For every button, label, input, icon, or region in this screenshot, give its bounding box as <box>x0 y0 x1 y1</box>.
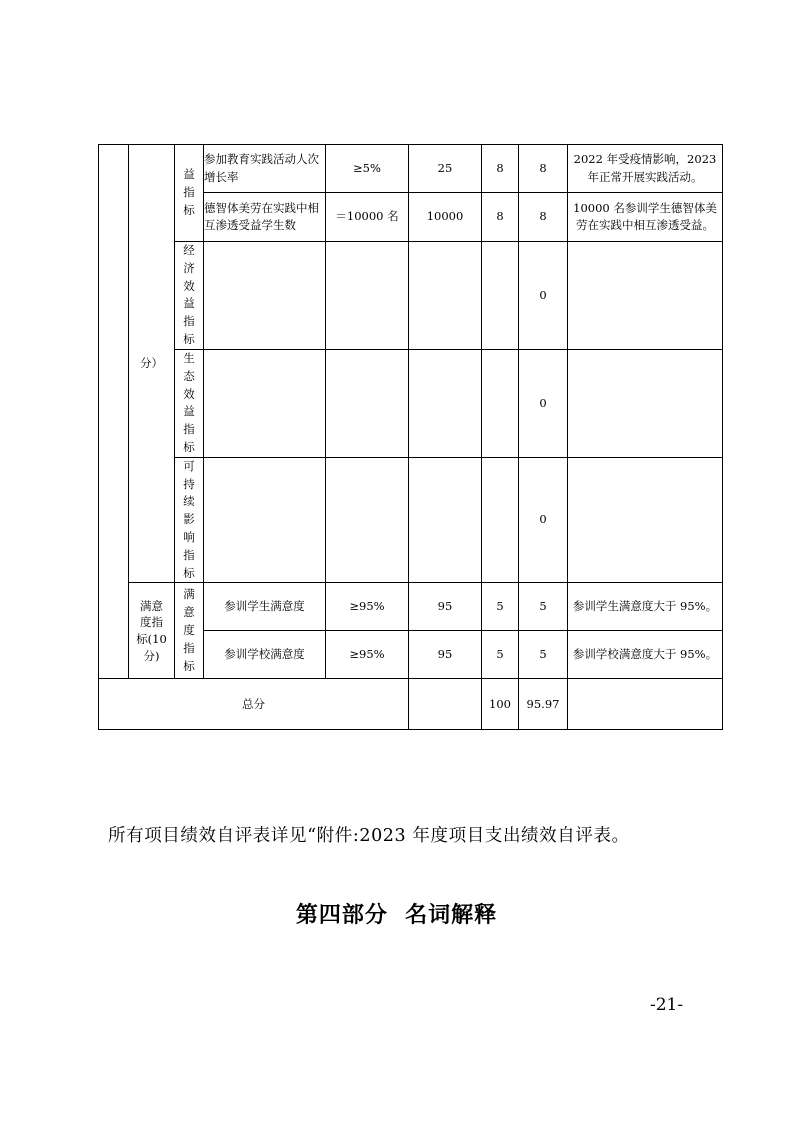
target-cell <box>326 349 409 457</box>
note-cell: 参训学生满意度大于 95%。 <box>568 583 723 631</box>
actual-cell <box>409 457 482 583</box>
total-actual-cell <box>409 679 482 730</box>
total-note-cell <box>568 679 723 730</box>
note-cell: 参训学校满意度大于 95%。 <box>568 631 723 679</box>
level2-category-cell: 满意 度指 标(10 分) <box>129 583 175 679</box>
attachment-reference: 所有项目绩效自评表详见“附件:2023 年度项目支出绩效自评表。 <box>108 826 630 846</box>
indicator-cell <box>204 349 326 457</box>
page-number: -21- <box>650 995 684 1015</box>
weight-cell: 5 <box>482 631 519 679</box>
target-cell: ≥5% <box>326 145 409 193</box>
level3-category-cell: 可 持 续 影 响 指 标 <box>175 457 204 583</box>
indicator-cell: 参训学校满意度 <box>204 631 326 679</box>
note-cell <box>568 242 723 350</box>
weight-cell <box>482 242 519 350</box>
level1-category-cell <box>99 145 129 679</box>
indicator-cell: 参训学生满意度 <box>204 583 326 631</box>
note-cell <box>568 457 723 583</box>
total-label: 总分 <box>99 679 409 730</box>
target-cell <box>326 457 409 583</box>
score-cell: 0 <box>519 457 568 583</box>
score-cell: 8 <box>519 145 568 193</box>
total-row <box>99 679 723 730</box>
actual-cell: 10000 <box>409 193 482 242</box>
total-score: 95.97 <box>519 679 568 730</box>
actual-cell <box>409 242 482 350</box>
level3-category-cell: 生 态 效 益 指 标 <box>175 349 204 457</box>
note-cell <box>568 349 723 457</box>
note-cell: 2022 年受疫情影响，2023年正常开展实践活动。 <box>568 145 723 193</box>
score-cell: 5 <box>519 583 568 631</box>
target-cell <box>326 242 409 350</box>
indicator-cell <box>204 457 326 583</box>
actual-cell: 25 <box>409 145 482 193</box>
level3-category-cell: 经 济 效 益 指 标 <box>175 242 204 350</box>
table-row <box>99 145 723 193</box>
actual-cell: 95 <box>409 583 482 631</box>
performance-table <box>98 144 723 730</box>
actual-cell <box>409 349 482 457</box>
weight-cell: 8 <box>482 193 519 242</box>
level2-category-cell <box>129 145 175 583</box>
table-row <box>99 349 723 457</box>
table-row <box>99 457 723 583</box>
score-cell: 0 <box>519 349 568 457</box>
section-heading: 第四部分 名词解释 <box>295 902 498 928</box>
score-cell: 0 <box>519 242 568 350</box>
level2-category-label: 分） <box>140 356 163 371</box>
target-cell: ≥95% <box>326 583 409 631</box>
actual-cell: 95 <box>409 631 482 679</box>
target-cell: ≥95% <box>326 631 409 679</box>
indicator-cell: 德智体美劳在实践中相互渗透受益学生数 <box>204 193 326 242</box>
weight-cell <box>482 349 519 457</box>
indicator-cell <box>204 242 326 350</box>
table-row <box>99 242 723 350</box>
weight-cell <box>482 457 519 583</box>
weight-cell: 5 <box>482 583 519 631</box>
note-cell: 10000 名参训学生德智体美劳在实践中相互渗透受益。 <box>568 193 723 242</box>
score-cell: 8 <box>519 193 568 242</box>
level3-category-cell: 满 意 度 指 标 <box>175 583 204 679</box>
weight-cell: 8 <box>482 145 519 193</box>
level3-category-cell: 益 指 标 <box>175 145 204 242</box>
score-cell: 5 <box>519 631 568 679</box>
total-weight: 100 <box>482 679 519 730</box>
indicator-cell: 参加教育实践活动人次增长率 <box>204 145 326 193</box>
target-cell: ＝10000 名 <box>326 193 409 242</box>
table-row <box>99 583 723 631</box>
